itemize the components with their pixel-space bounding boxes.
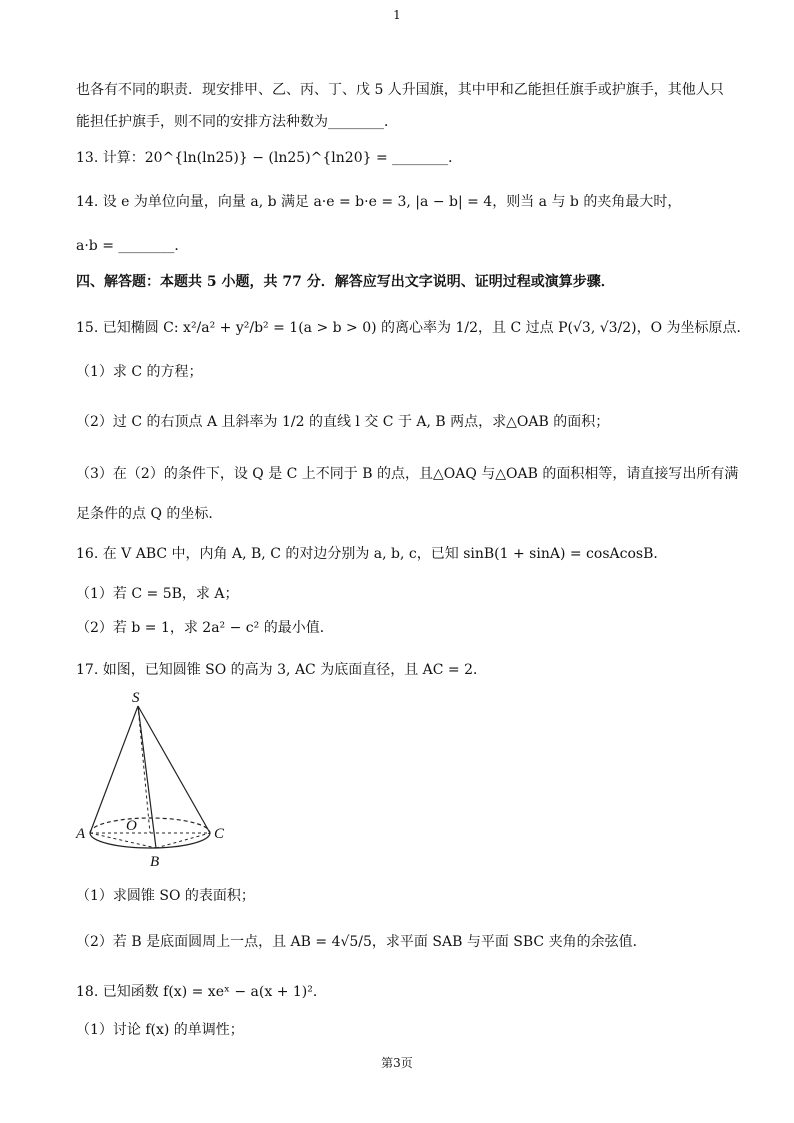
label-c: C <box>214 826 225 842</box>
section-title: 四、解答题：本题共 5 小题，共 77 分．解答应写出文字说明、证明过程或演算步骤． <box>76 274 615 290</box>
q13-text: 13. 计算：20^{ln(ln25)} − (ln25)^{ln20} = ________． <box>76 150 463 166</box>
cone-figure <box>76 690 226 874</box>
q16-part2: （2）若 b = 1，求 2a² − c² 的最小值． <box>76 620 334 636</box>
cone-base-front <box>90 833 210 848</box>
cone-side-left <box>90 706 138 833</box>
q14-line2: a·b = ________． <box>76 238 189 254</box>
cone-diagram <box>76 694 226 874</box>
label-a: A <box>76 826 86 842</box>
q15-part3-line2: 足条件的点 Q 的坐标． <box>76 506 223 522</box>
q17-part1: （1）求圆锥 SO 的表面积； <box>76 888 255 904</box>
q15-part2: （2）过 C 的右顶点 A 且斜率为 1/2 的直线 l 交 C 于 A, B 两点，求△OAB 的面积； <box>76 414 610 430</box>
cone-chord-ab <box>90 833 156 848</box>
q18-stem: 18. 已知函数 f(x) = xeˣ − a(x + 1)²． <box>76 984 327 1000</box>
cone-base-back <box>90 818 210 833</box>
cone-side-right <box>138 706 210 833</box>
cone-edge-sb <box>138 706 156 848</box>
q12-line1: 也各有不同的职责．现安排甲、乙、丙、丁、戊 5 人升国旗，其中甲和乙能担任旗手或护旗手，其他人只 <box>76 82 724 98</box>
page-number-top: 1 <box>393 8 401 22</box>
label-s: S <box>132 690 140 706</box>
q18-part1: （1）讨论 f(x) 的单调性； <box>76 1022 244 1038</box>
q15-part3-line1: （3）在（2）的条件下，设 Q 是 C 上不同于 B 的点，且△OAQ 与△OAB 的面积相等，请直接写出所有满 <box>76 466 739 482</box>
q15-part1: （1）求 C 的方程； <box>76 364 203 380</box>
q17-part2: （2）若 B 是底面圆周上一点，且 AB = 4√5/5，求平面 SAB 与平面 SBC 夹角的余弦值． <box>76 934 647 950</box>
q12-line2: 能担任护旗手，则不同的安排方法种数为________． <box>76 114 398 130</box>
q15-stem: 15. 已知椭圆 C: x²/a² + y²/b² = 1(a > b > 0) 的离心率为 1/2，且 C 过点 P(√3, √3/2)，O 为坐标原点． <box>76 320 751 336</box>
q16-part1: （1）若 C = 5B，求 A； <box>76 586 239 602</box>
label-o: O <box>126 818 137 834</box>
q16-stem: 16. 在 V ABC 中，内角 A, B, C 的对边分别为 a, b, c，已知 sinB(1 + sinA) = cosAcosB． <box>76 546 668 562</box>
q14-line1: 14. 设 e 为单位向量，向量 a, b 满足 a·e = b·e = 3, |a − b| = 4，则当 a 与 b 的夹角最大时， <box>76 194 682 210</box>
label-b: B <box>150 854 160 870</box>
page-number-bottom: 第3页 <box>381 1056 413 1070</box>
q17-stem: 17. 如图，已知圆锥 SO 的高为 3, AC 为底面直径，且 AC = 2． <box>76 662 488 678</box>
